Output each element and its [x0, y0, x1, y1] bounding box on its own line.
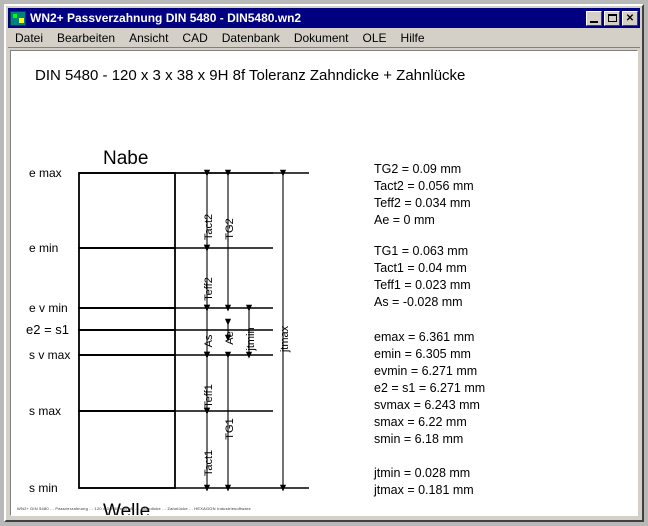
dim-label-tact2: Tact2 [203, 213, 215, 241]
menu-item-datei[interactable]: Datei [15, 31, 44, 45]
dim-label-tg2: TG2 [224, 218, 236, 240]
dim-label-as: As [203, 334, 215, 348]
level-label-emax: e max [29, 166, 62, 180]
dim-label-teff1: Teff1 [203, 384, 215, 408]
result-as: As = -0.028 mm [374, 295, 463, 309]
result-teff2: Teff2 = 0.034 mm [374, 196, 471, 210]
result-jtmin: jtmin = 0.028 mm [374, 466, 471, 480]
label-nabe: Nabe [103, 148, 149, 169]
menu-item-cad[interactable]: CAD [182, 31, 208, 45]
menu-item-hilfe[interactable]: Hilfe [400, 31, 425, 45]
dim-label-jtmax: jtmax [279, 325, 291, 353]
dim-label-teff2: Teff2 [203, 277, 215, 301]
window-buttons [584, 11, 638, 26]
menu-item-ole[interactable]: OLE [362, 31, 387, 45]
level-label-smin: s min [29, 481, 58, 495]
menu-item-dokument[interactable]: Dokument [293, 31, 349, 45]
result-tact2: Tact2 = 0.056 mm [374, 179, 474, 193]
level-label-svmax: s v max [29, 348, 71, 362]
app-icon [10, 11, 26, 26]
level-label-smax: s max [29, 404, 62, 418]
menu-item-ansicht[interactable]: Ansicht [129, 31, 169, 45]
close-button[interactable] [622, 11, 638, 26]
level-label-emin: e min [29, 241, 59, 255]
result-tact1: Tact1 = 0.04 mm [374, 261, 467, 275]
footnote: WN2+ DIN 5480 ... Passverzahnung ... 120 x 3 x 38 x 9H 8f ... Zahndicke ... Zahnlücke ... HEXAGON Industriesoftware [17, 506, 251, 511]
result-svmax: svmax = 6.243 mm [374, 398, 480, 412]
title-bar[interactable] [8, 8, 640, 28]
level-label-e2s1: e2 = s1 [26, 322, 70, 337]
dim-label-tact1: Tact1 [203, 449, 215, 477]
dim-label-tg1: TG1 [224, 418, 236, 440]
result-tg1: TG1 = 0.063 mm [374, 244, 469, 258]
dim-label-jtmin: jtmin [245, 327, 257, 351]
result-emax: emax = 6.361 mm [374, 330, 475, 344]
maximize-button[interactable] [604, 11, 620, 26]
label-welle: Welle [103, 501, 151, 521]
window-title: WN2+ Passverzahnung DIN 5480 - DIN5480.wn2 [30, 11, 302, 25]
tolerance-diagram [11, 51, 638, 521]
result-ae: Ae = 0 mm [374, 213, 435, 227]
result-emin: emin = 6.305 mm [374, 347, 471, 361]
result-jtmax: jtmax = 0.181 mm [374, 483, 474, 497]
result-smax: smax = 6.22 mm [374, 415, 467, 429]
result-teff1: Teff1 = 0.023 mm [374, 278, 471, 292]
application-window [4, 4, 644, 522]
level-label-evmin: e v min [29, 301, 68, 315]
menu-bar [8, 29, 640, 48]
dim-label-ae: Ae [224, 331, 236, 345]
result-e2s1: e2 = s1 = 6.271 mm [374, 381, 486, 395]
menu-item-datenbank[interactable]: Datenbank [221, 31, 280, 45]
result-evmin: evmin = 6.271 mm [374, 364, 478, 378]
result-tg2: TG2 = 0.09 mm [374, 162, 462, 176]
result-smin: smin = 6.18 mm [374, 432, 464, 446]
page-title: DIN 5480 - 120 x 3 x 38 x 9H 8f Toleranz Zahndicke + Zahnlücke [35, 67, 466, 84]
close-icon: ✕ [625, 12, 635, 24]
minimize-button[interactable] [586, 11, 602, 26]
document-client-area[interactable] [10, 50, 638, 521]
menu-item-bearbeiten[interactable]: Bearbeiten [57, 31, 116, 45]
